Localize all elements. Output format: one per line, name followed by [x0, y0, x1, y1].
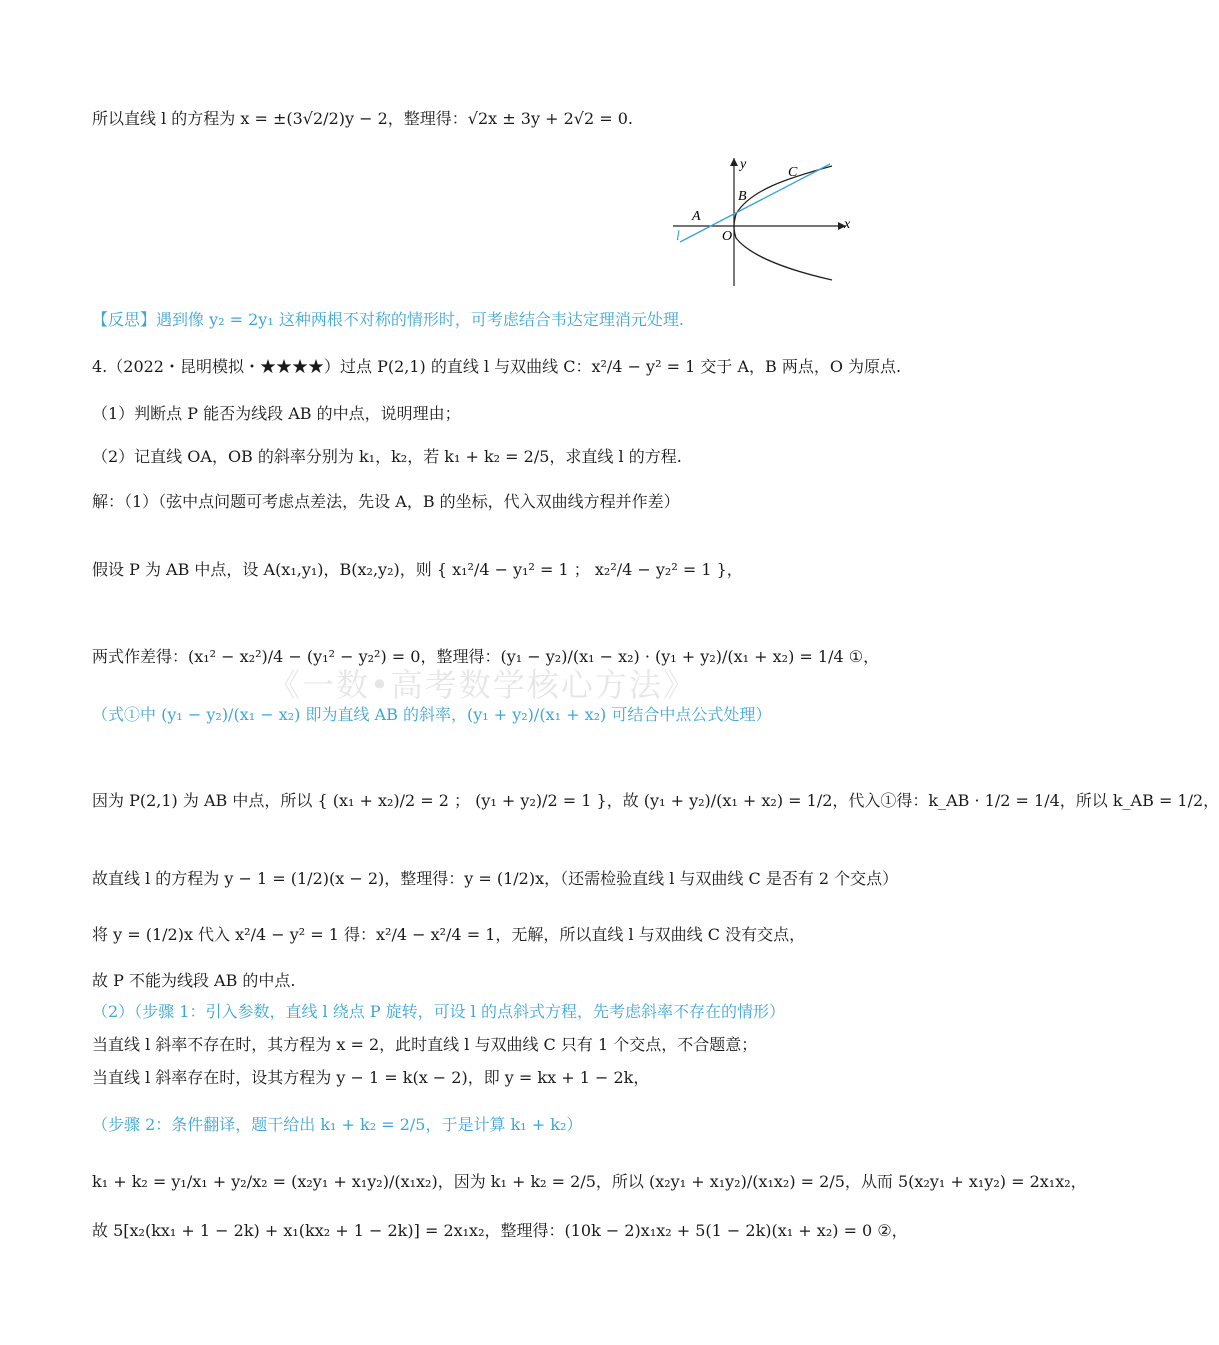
solution-part-2-step-2: （步骤 2：条件翻译，题干给出 k₁ + k₂ = 2/5，于是计算 k₁ + k₂）	[92, 1115, 583, 1134]
label-c: C	[788, 165, 798, 180]
problem-4-statement: 4.（2022・昆明模拟・★★★★）过点 P(2,1) 的直线 l 与双曲线 C：x²/4 − y² = 1 交于 A，B 两点，O 为原点.	[92, 357, 902, 376]
solution-line-vertical: 当直线 l 斜率不存在时，其方程为 x = 2，此时直线 l 与双曲线 C 只有 1 个交点，不合题意；	[92, 1035, 758, 1054]
text-line-1: 所以直线 l 的方程为 x = ±(3√2/2)y − 2，整理得：√2x ± 3y + 2√2 = 0.	[92, 109, 633, 128]
solution-part-2-step-1: （2）（步骤 1：引入参数，直线 l 绕点 P 旋转，可设 l 的点斜式方程，先考虑斜率不存在的情形）	[92, 1002, 785, 1021]
label-o: O	[722, 229, 733, 244]
solution-line-substitute: 将 y = (1/2)x 代入 x²/4 − y² = 1 得：x²/4 − x²/4 = 1，无解，所以直线 l 与双曲线 C 没有交点，	[92, 925, 806, 944]
y-axis-arrow	[730, 158, 738, 166]
watermark: 《一数•高考数学核心方法》	[268, 666, 697, 704]
label-l: l	[676, 229, 680, 244]
label-a: A	[692, 209, 701, 224]
solution-line-k-sum: k₁ + k₂ = y₁/x₁ + y₂/x₂ = (x₂y₁ + x₁y₂)/(x₁x₂)，因为 k₁ + k₂ = 2/5，所以 (x₂y₁ + x₁y₂)/(x₁x₂) = 2/5，从而 5(x₂y₁ + x₁y₂) = 2x₁x₂，	[92, 1172, 1087, 1191]
solution-line-equation: 故直线 l 的方程为 y − 1 = (1/2)(x − 2)，整理得：y = (1/2)x，（还需检验直线 l 与双曲线 C 是否有 2 个交点）	[92, 869, 899, 888]
reflection-note: 【反思】遇到像 y₂ = 2y₁ 这种两根不对称的情形时，可考虑结合韦达定理消元处理.	[92, 310, 684, 329]
label-y: y	[740, 157, 747, 172]
solution-line-subtract: 两式作差得：(x₁² − x₂²)/4 − (y₁² − y₂²) = 0，整理得：(y₁ − y₂)/(x₁ − x₂) · (y₁ + y₂)/(x₁ + x₂) = 1/4 ①，	[92, 647, 880, 666]
parabola-curve	[734, 166, 832, 280]
problem-4-part-2: （2）记直线 OA，OB 的斜率分别为 k₁，k₂，若 k₁ + k₂ = 2/5，求直线 l 的方程.	[92, 447, 682, 466]
solution-note-slope: （式①中 (y₁ − y₂)/(x₁ − x₂) 即为直线 AB 的斜率，(y₁ + y₂)/(x₁ + x₂) 可结合中点公式处理）	[92, 705, 772, 724]
solution-line-midpoint: 因为 P(2,1) 为 AB 中点，所以 { (x₁ + x₂)/2 = 2 ； (y₁ + y₂)/2 = 1 }，故 (y₁ + y₂)/(x₁ + x₂) = 1/2，代入①得：k_AB · 1/2 = 1/4，所以 k_AB = 1/2，	[92, 791, 1219, 810]
solution-line-assume: 假设 P 为 AB 中点，设 A(x₁,y₁)，B(x₂,y₂)，则 { x₁²/4 − y₁² = 1 ； x₂²/4 − y₂² = 1 }，	[92, 560, 743, 579]
line-l	[680, 164, 830, 242]
problem-4-part-1: （1）判断点 P 能否为线段 AB 的中点，说明理由；	[92, 404, 461, 423]
solution-line-conclusion: 故 P 不能为线段 AB 的中点.	[92, 971, 296, 990]
label-b: B	[738, 189, 747, 204]
label-x: x	[844, 217, 851, 232]
solution-line-final: 故 5[x₂(kx₁ + 1 − 2k) + x₁(kx₂ + 1 − 2k)] = 2x₁x₂，整理得：(10k − 2)x₁x₂ + 5(1 − 2k)(x₁ + x₂) = 0 ②，	[92, 1221, 908, 1240]
solution-part-1-heading: 解：（1）（弦中点问题可考虑点差法，先设 A，B 的坐标，代入双曲线方程并作差）	[92, 492, 680, 511]
solution-line-slope-exists: 当直线 l 斜率存在时，设其方程为 y − 1 = k(x − 2)，即 y = kx + 1 − 2k，	[92, 1068, 650, 1087]
parabola-graph	[668, 150, 858, 290]
